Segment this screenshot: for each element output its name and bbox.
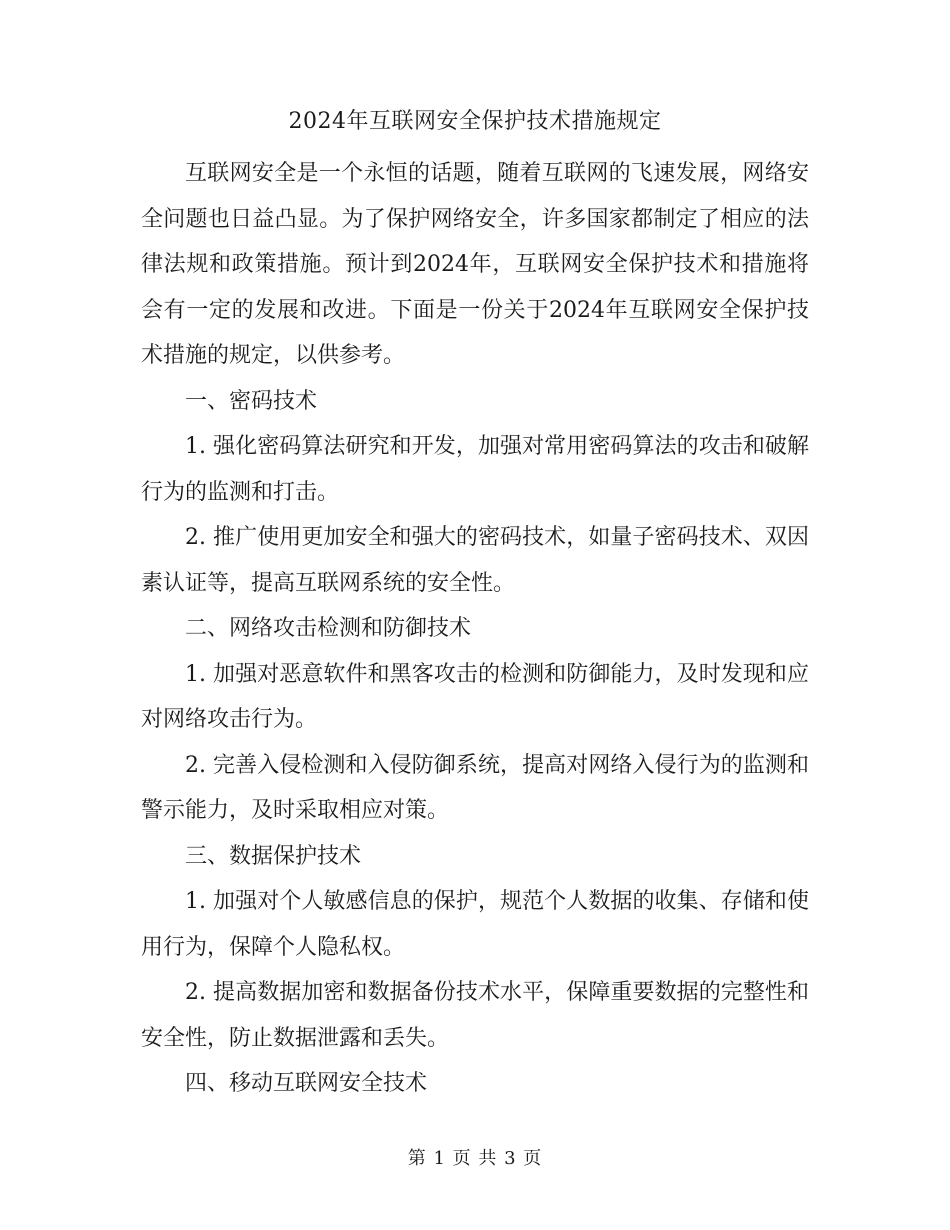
page-number: 第 1 页 共 3 页 <box>407 1148 543 1169</box>
document-title: 2024年互联网安全保护技术措施规定 <box>288 109 662 134</box>
list-item: 2. 提高数据加密和数据备份技术水平，保障重要数据的完整性和安全性，防止数据泄露和丢失。 <box>141 980 809 1051</box>
section-heading-cryptography: 一、密码技术 <box>185 388 318 414</box>
list-item: 1. 加强对个人敏感信息的保护，规范个人数据的收集、存储和使用行为，保障个人隐私权。 <box>141 889 809 960</box>
list-item: 2. 完善入侵检测和入侵防御系统，提高对网络入侵行为的监测和警示能力，及时采取相应对策。 <box>141 752 809 823</box>
list-item: 2. 推广使用更加安全和强大的密码技术，如量子密码技术、双因素认证等，提高互联网系统的安全性。 <box>141 525 809 596</box>
section-heading-data-protection: 三、数据保护技术 <box>185 843 362 869</box>
section-heading-attack-detection: 二、网络攻击检测和防御技术 <box>185 616 472 641</box>
intro-paragraph: 互联网安全是一个永恒的话题，随着互联网的飞速发展，网络安全问题也日益凸显。为了保护网络安全，许多国家都制定了相应的法律法规和政策措施。预计到2024年，互联网安全保护技术和措施将会有一定的发展和改进。下面是一份关于2024年互联网安全保护技术措施的规定，以供参考。 <box>141 161 809 368</box>
list-item: 1. 强化密码算法研究和开发，加强对常用密码算法的攻击和破解行为的监测和打击。 <box>141 434 809 505</box>
document-body <box>141 151 809 1107</box>
section-heading-mobile-security: 四、移动互联网安全技术 <box>185 1071 428 1096</box>
list-item: 1. 加强对恶意软件和黑客攻击的检测和防御能力，及时发现和应对网络攻击行为。 <box>141 661 809 732</box>
